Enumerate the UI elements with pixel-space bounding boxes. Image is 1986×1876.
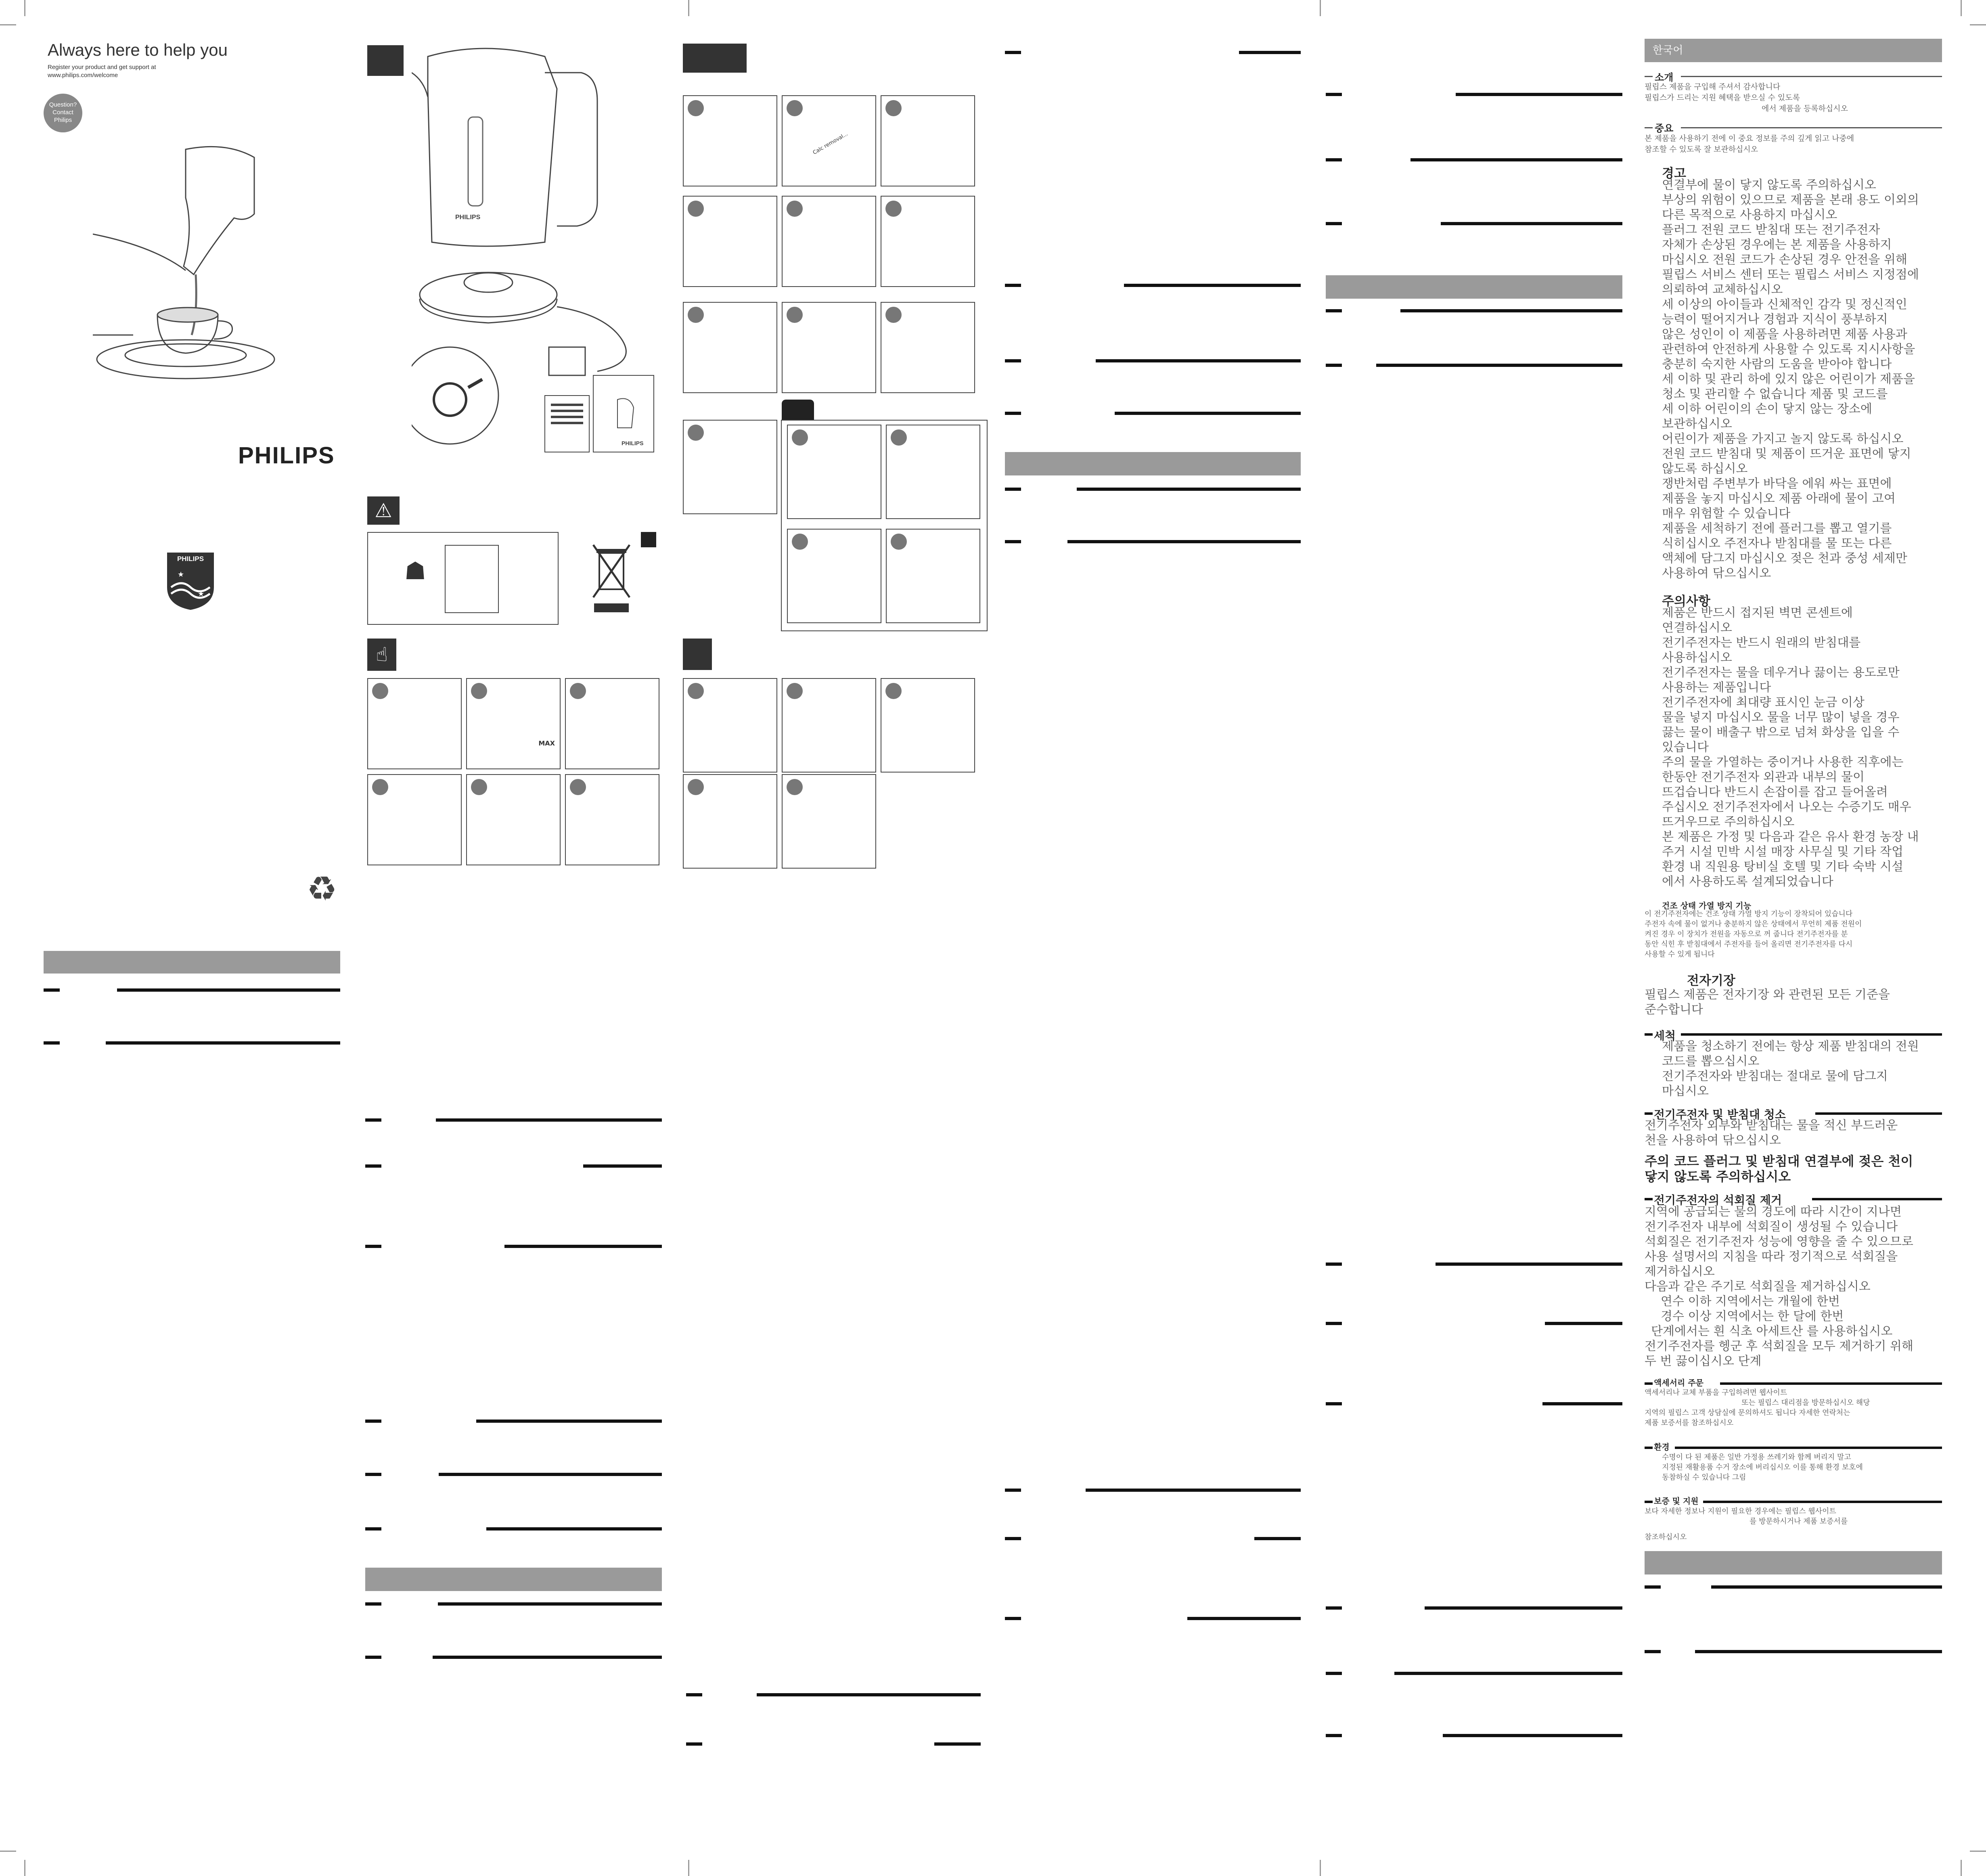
step-badge (471, 779, 487, 795)
caution-line: 주십시오 전기주전자에서 나오는 수증기도 매우 (1662, 800, 1911, 814)
cleaning-kettle-note-line: 닿지 않도록 주의하십시오 (1645, 1169, 1791, 1184)
descale-step-6 (881, 196, 975, 287)
crop-mark (1970, 1851, 1986, 1852)
descaling-line: 사용 설명서의 지침을 따라 정기적으로 석회질을 (1645, 1250, 1898, 1264)
boil-dry-line: 켜진 경우 이 장치가 전원을 자동으로 꺼 줍니다 전기주전자를 분 (1645, 930, 1848, 938)
descaling-line: 제거하십시오 (1645, 1265, 1715, 1279)
accessories-heading: 액세서리 주문 (1654, 1376, 1706, 1388)
section-rule (1400, 309, 1622, 312)
weee-bin-icon (589, 537, 634, 618)
tap-icon (683, 639, 712, 670)
cleaning-heading: 세척 (1654, 1027, 1678, 1043)
step-badge (688, 425, 704, 441)
step-badge (891, 429, 907, 446)
step-badge (792, 429, 808, 446)
section-rule (365, 1118, 381, 1122)
descale-icon (683, 44, 747, 73)
badge-line: Philips (54, 117, 72, 124)
clean-step-1 (683, 678, 777, 773)
section-rule (1096, 359, 1301, 362)
accessories-text (1645, 1388, 1943, 1428)
warning-line: 세 이하 및 관리 하에 있지 않은 어린이가 제품을 (1662, 372, 1915, 386)
section-rule (365, 1420, 381, 1423)
heading-rule (1681, 76, 1942, 77)
accessories-line: 지역의 필립스 고객 상담실에 문의하셔도 됩니다 자세한 연락처는 (1645, 1409, 1850, 1417)
caution-line: 있습니다 (1662, 740, 1709, 754)
section-rule (476, 1420, 662, 1423)
descaling-line: 경수 이상 지역에서는 한 달에 한번 (1661, 1309, 1844, 1323)
cleaning-kettle-note-line: 주의 코드 플러그 및 받침대 연결부에 젖은 천이 (1645, 1154, 1913, 1169)
warning-line: 필립스 서비스 센터 또는 필립스 서비스 지정점에 (1662, 268, 1919, 282)
fold-mark (688, 1860, 689, 1876)
section-rule (1425, 1606, 1622, 1610)
heading-rule (1675, 1447, 1942, 1449)
heading-rule (1645, 1382, 1653, 1385)
caution-line: 물을 넣지 마십시오 물을 너무 많이 넣을 경우 (1662, 710, 1900, 724)
section-rule (44, 1041, 60, 1045)
warning-line: 의뢰하여 교체하십시오 (1662, 283, 1783, 297)
section-heading: 중요 (1655, 120, 1676, 134)
section-rule (44, 988, 60, 992)
section-rule (439, 1473, 662, 1476)
emf-line: 준수합니다 (1645, 1003, 1703, 1017)
svg-text:★: ★ (178, 570, 184, 579)
cleaning-kettle-text (1645, 1118, 1943, 1148)
caution-line: 사용하십시오 (1662, 651, 1732, 665)
cleaning-kettle-line: 천을 사용하여 닦으십시오 (1645, 1133, 1781, 1147)
section-rule (365, 1245, 381, 1248)
heading-rule (1645, 76, 1653, 77)
section-rule (1410, 158, 1622, 161)
language-header-bar (1326, 275, 1622, 299)
cleaning-text (1662, 1039, 1940, 1099)
section-rule (1326, 158, 1342, 161)
crop-mark (0, 24, 16, 25)
cleaning-kettle-line: 전기주전자 외부와 받침대는 물을 적신 부드러운 (1645, 1118, 1898, 1133)
descaling-heading: 전기주전자의 석회질 제거 (1654, 1191, 1784, 1208)
philips-wordmark: PHILIPS (238, 442, 335, 469)
section-rule (1005, 1489, 1021, 1492)
section-rule (1005, 284, 1021, 287)
accessories-line: 제품 보증서를 참조하십시오 (1645, 1419, 1734, 1427)
section-rule (486, 1527, 662, 1531)
section-rule (934, 1742, 981, 1746)
region-tag (641, 532, 656, 547)
warning-icon: ⚠ (367, 496, 400, 525)
cover-register-url: www.philips.com/welcome (48, 72, 118, 79)
emf-text (1645, 987, 1943, 1017)
manual-thumbnail (445, 545, 499, 613)
heading-rule (1645, 1198, 1653, 1200)
warning-line: 부상의 위험이 있으므로 제품을 본래 용도 이외의 (1662, 193, 1919, 207)
recycle-icon: ♻ (307, 869, 337, 909)
cleaning-line: 제품을 청소하기 전에는 항상 제품 받침대의 전원 (1662, 1039, 1919, 1053)
step-badge (787, 683, 803, 699)
reading-person-icon: ☗ (404, 557, 426, 585)
section-rule (1005, 1537, 1021, 1540)
section-rule (1005, 51, 1021, 54)
caution-line: 뜨겁습니다 반드시 손잡이를 잡고 들어올려 (1662, 785, 1888, 799)
hand-icon: ☝ (367, 639, 396, 671)
warning-line: 플러그 전원 코드 받침대 또는 전기주전자 (1662, 223, 1880, 237)
descale-card-text: Calc removal... (812, 131, 849, 156)
warning-line: 다른 목적으로 사용하지 마십시오 (1662, 208, 1837, 222)
section-rule (1711, 1585, 1942, 1589)
accessories-line: 또는 필립스 대리점을 방문하십시오 해당 (1741, 1399, 1870, 1407)
crop-mark (1961, 0, 1962, 16)
heading-rule (1681, 127, 1942, 128)
descaling-text (1645, 1204, 1943, 1369)
warning-heading: 경고 (1662, 166, 1686, 181)
read-manual-panel (367, 532, 559, 625)
badge-line: Question? (49, 101, 77, 108)
section-rule (365, 1164, 381, 1168)
warning-line: 식히십시오 주전자나 받침대를 물 또는 다른 (1662, 536, 1892, 551)
boil-dry-text (1645, 909, 1943, 959)
caution-line: 전기주전자는 물을 데우거나 끓이는 용도로만 (1662, 666, 1900, 680)
warning-line: 않도록 하십시오 (1662, 462, 1748, 476)
emf-heading: 전자기장 (1687, 974, 1735, 988)
warning-line: 액체에 담그지 마십시오 젖은 천과 중성 세제만 (1662, 551, 1907, 565)
section-rule (438, 1602, 662, 1606)
guarantee-line: 를 방문하시거나 제품 보증서를 (1750, 1517, 1848, 1526)
cleaning-kettle-note (1645, 1154, 1943, 1184)
section-rule (1443, 1734, 1622, 1737)
step-badge (787, 307, 803, 323)
warning-line: 않은 성인이 이 제품을 사용하려면 제품 사용과 (1662, 327, 1907, 341)
section-rule (1645, 1650, 1661, 1653)
caution-line: 끓는 물이 배출구 밖으로 넘쳐 화상을 입을 수 (1662, 725, 1900, 739)
warning-line: 충분히 숙지한 사람의 도움을 받아야 합니다 (1662, 357, 1892, 371)
crop-mark (0, 1851, 16, 1852)
section-rule (1545, 1322, 1622, 1325)
step-pour (565, 774, 659, 865)
step-plug-in (367, 678, 462, 769)
step-badge (792, 534, 808, 550)
shield-wordmark: PHILIPS (177, 555, 204, 563)
step-badge (570, 779, 586, 795)
section-rule (1436, 1263, 1622, 1266)
descaling-line: 단계에서는 흰 식초 아세트산 를 사용하십시오 (1651, 1324, 1893, 1338)
section-rule (1067, 540, 1301, 543)
important-line: 참조할 수 있도록 잘 보관하십시오 (1645, 145, 1758, 154)
caution-line: 사용하는 제품입니다 (1662, 680, 1771, 695)
section-rule (1326, 1402, 1342, 1405)
section-rule (1254, 1537, 1301, 1540)
descale-step-2 (782, 95, 876, 186)
user-manual-illustration (541, 371, 662, 460)
warning-text (1662, 178, 1940, 581)
descale-block-badge (782, 400, 814, 421)
section-rule (1005, 540, 1021, 543)
fold-mark (688, 0, 689, 16)
warning-line: 사용하여 닦으십시오 (1662, 566, 1771, 580)
section-rule (1239, 51, 1301, 54)
section-rule (1326, 309, 1342, 312)
svg-text:★: ★ (198, 590, 205, 598)
section-rule (1645, 1585, 1661, 1589)
box-icon (367, 45, 404, 76)
section-rule (686, 1742, 702, 1746)
heading-rule (1720, 1382, 1942, 1385)
crop-mark (24, 1860, 25, 1876)
warning-line: 세 이상의 아이들과 신체적인 감각 및 정신적인 (1662, 297, 1907, 312)
section-rule (1326, 1734, 1342, 1737)
warning-line: 쟁반처럼 주변부가 바닥을 에워 싸는 표면에 (1662, 477, 1892, 491)
section-rule (1326, 222, 1342, 225)
descaling-line: 지역에 공급되는 물의 경도에 따라 시간이 지나면 (1645, 1205, 1902, 1219)
step-badge (885, 201, 902, 217)
heading-rule (1812, 1198, 1942, 1200)
section-rule (1005, 412, 1021, 415)
language-header-bar (1645, 1551, 1942, 1574)
descaling-line: 두 번 끓이십시오 단계 (1645, 1354, 1762, 1368)
step-badge (787, 100, 803, 116)
caution-line: 환경 내 직원용 탕비실 호텔 및 기타 숙박 시설 (1662, 860, 1903, 874)
section-rule (1326, 1672, 1342, 1675)
section-rule (1326, 1606, 1342, 1610)
descale-step-13 (787, 529, 881, 623)
step-badge (885, 307, 902, 323)
heading-rule (1681, 1033, 1942, 1036)
max-label: MAX (538, 739, 555, 747)
step-badge (570, 683, 586, 699)
cleaning-line: 마십시오 (1662, 1084, 1709, 1098)
warning-line: 청소 및 관리할 수 없습니다 제품 및 코드를 (1662, 387, 1888, 401)
descale-step-11 (787, 425, 881, 519)
step-badge (885, 683, 902, 699)
warning-line: 자체가 손상된 경우에는 본 제품을 사용하지 (1662, 238, 1892, 252)
section-rule (365, 1656, 381, 1659)
section-rule (1187, 1617, 1301, 1620)
section-rule (757, 1693, 981, 1696)
heading-rule (1645, 1112, 1653, 1115)
cleaning-line: 코드를 뽑으십시오 (1662, 1054, 1760, 1068)
step-badge (372, 779, 388, 795)
warning-line: 연결부에 물이 닿지 않도록 주의하십시오 (1662, 178, 1876, 192)
fold-mark (1320, 1860, 1321, 1876)
warning-line: 능력이 떨어지거나 경험과 지식이 풍부하지 (1662, 312, 1888, 327)
descale-step-9 (881, 302, 975, 393)
step-badge (787, 201, 803, 217)
clean-step-4 (683, 774, 777, 869)
section-rule (1005, 1617, 1021, 1620)
boil-dry-line: 동안 식힌 후 받침대에서 주전자를 들어 올리면 전기주전자를 다시 (1645, 940, 1853, 948)
language-header-bar (1005, 452, 1301, 475)
warning-line: 어린이가 제품을 가지고 놀지 않도록 하십시오 (1662, 432, 1904, 446)
language-header-bar (44, 951, 340, 974)
section-rule (1376, 364, 1622, 367)
section-rule (1456, 93, 1622, 96)
step-badge (471, 683, 487, 699)
step-badge (885, 100, 902, 116)
step-badge (891, 534, 907, 550)
heading-rule (1703, 1501, 1942, 1503)
step-switch-on (367, 774, 462, 865)
caution-line: 한동안 전기주전자 외관과 내부의 물이 (1662, 770, 1865, 784)
step-badge (372, 683, 388, 699)
warning-line: 보관하십시오 (1662, 417, 1732, 431)
section-rule (1086, 1489, 1301, 1492)
caution-line: 전기주전자는 반드시 원래의 받침대를 (1662, 636, 1861, 650)
descaling-line: 다음과 같은 주기로 석회질을 제거하십시오 (1645, 1279, 1871, 1294)
kettle-brand-label: PHILIPS (455, 214, 481, 221)
contact-badge (44, 94, 82, 132)
descaling-line: 전기주전자를 헹군 후 석회질을 모두 제거하기 위해 (1645, 1339, 1913, 1353)
section-rule (686, 1693, 702, 1696)
warning-line: 세 이하 어린이의 손이 닿지 않는 장소에 (1662, 402, 1872, 416)
section-rule (1326, 93, 1342, 96)
warning-line: 전원 코드 받침대 및 제품이 뜨거운 표면에 닿지 (1662, 447, 1911, 461)
guarantee-line: 참조하십시오 (1645, 1533, 1687, 1541)
section-rule (504, 1245, 662, 1248)
descale-step-14 (886, 529, 980, 623)
guarantee-text (1645, 1506, 1943, 1542)
intro-line: 에서 제품을 등록하십시오 (1762, 104, 1848, 113)
descaling-line: 연수 이하 지역에서는 개월에 한번 (1661, 1294, 1840, 1309)
warning-line: 관련하여 안전하게 사용할 수 있도록 지시사항을 (1662, 342, 1915, 356)
section-rule (1441, 222, 1622, 225)
caution-line: 제품은 반드시 접지된 벽면 콘센트에 (1662, 606, 1853, 620)
guarantee-heading: 보증 및 지원 (1654, 1495, 1701, 1506)
descale-step-1 (683, 95, 777, 186)
warning-line: 마십시오 전원 코드가 손상된 경우 안전을 위해 (1662, 253, 1907, 267)
fold-mark (1320, 0, 1321, 16)
heading-rule (1645, 1033, 1653, 1036)
clean-step-5 (782, 774, 876, 869)
section-rule (433, 1656, 662, 1659)
environment-heading: 환경 (1654, 1440, 1672, 1452)
crop-mark (1970, 24, 1986, 25)
section-rule (1695, 1650, 1942, 1653)
philips-shield-logo (165, 551, 216, 611)
step-place-on-base (565, 678, 659, 769)
environment-line: 수명이 다 된 제품은 일반 가정용 쓰레기와 함께 버리지 말고 (1662, 1453, 1851, 1461)
section-rule (1124, 284, 1301, 287)
section-rule (1326, 1263, 1342, 1266)
warning-line: 매우 위험할 수 있습니다 (1662, 507, 1791, 521)
section-rule (436, 1118, 662, 1122)
language-tab-korean: 한국어 (1645, 39, 1942, 62)
boil-dry-line: 사용할 수 있게 됩니다 (1645, 950, 1715, 959)
descaling-line: 전기주전자 내부에 석회질이 생성될 수 있습니다 (1645, 1220, 1898, 1234)
intro-text (1645, 82, 1935, 114)
environment-line: 지정된 재활용품 수거 장소에 버리십시오 이를 통해 환경 보호에 (1662, 1463, 1863, 1472)
cover-tagline: Always here to help you (48, 40, 228, 59)
section-rule (365, 1602, 381, 1606)
cleaning-kettle-heading: 전기주전자 및 받침대 청소 (1654, 1106, 1788, 1122)
clean-step-3 (881, 678, 975, 773)
intro-line: 필립스가 드리는 지원 혜택을 받으실 수 있도록 (1645, 93, 1800, 102)
step-fill-water (466, 678, 561, 769)
section-rule (1005, 488, 1021, 491)
section-rule (1005, 359, 1021, 362)
boil-dry-line: 주전자 속에 물이 없거나 충분하지 않은 상태에서 무언히 제품 전원이 (1645, 920, 1862, 928)
boil-dry-line: 이 전기주전자에는 건조 상태 가열 방지 기능이 장착되어 있습니다 (1645, 910, 1853, 918)
caution-text (1662, 605, 1940, 889)
emf-line: 필립스 제품은 전자기장 와 관련된 모든 기준을 (1645, 988, 1890, 1002)
environment-line: 동참하실 수 있습니다 그림 (1662, 1473, 1746, 1482)
section-rule (1115, 412, 1301, 415)
caution-line: 뜨거우므로 주의하십시오 (1662, 815, 1795, 829)
caution-line: 연결하십시오 (1662, 621, 1732, 635)
descale-step-7 (683, 302, 777, 393)
crop-mark (1961, 1860, 1962, 1876)
section-heading: 소개 (1655, 69, 1676, 84)
descale-step-4 (683, 196, 777, 287)
descale-step-3 (881, 95, 975, 186)
caution-line: 본 제품은 가정 및 다음과 같은 유사 환경 농장 내 (1662, 830, 1919, 844)
caution-line: 전기주전자에 최대량 표시인 눈금 이상 (1662, 695, 1865, 710)
descale-step-5 (782, 196, 876, 287)
caution-heading: 주의사항 (1662, 594, 1710, 609)
section-rule (1077, 488, 1301, 491)
kettle-pouring-illustration (93, 141, 303, 392)
section-rule (106, 1041, 340, 1045)
step-badge (688, 683, 704, 699)
important-line: 본 제품을 사용하기 전에 이 중요 정보를 주의 깊게 읽고 나중에 (1645, 134, 1854, 143)
step-boil (466, 774, 561, 865)
cover-register-line: Register your product and get support at (48, 64, 156, 71)
step-badge (787, 779, 803, 795)
section-rule (1326, 364, 1342, 367)
boil-dry-heading: 건조 상태 가열 방지 기능 (1662, 901, 1752, 911)
step-badge (688, 100, 704, 116)
descale-step-10 (683, 420, 777, 514)
section-rule (1394, 1672, 1622, 1675)
cleaning-line: 전기주전자와 받침대는 절대로 물에 담그지 (1662, 1069, 1888, 1083)
heading-rule (1815, 1112, 1942, 1115)
caution-line: 주거 시설 민박 시설 매장 사무실 및 기타 작업 (1662, 845, 1903, 859)
section-rule (365, 1473, 381, 1476)
descaling-line: 석회질은 전기주전자 성능에 영향을 줄 수 있으므로 (1645, 1235, 1913, 1249)
section-rule (117, 988, 340, 992)
clean-step-2 (782, 678, 876, 773)
warning-line: 제품을 세척하기 전에 플러그를 뽑고 열기를 (1662, 521, 1892, 536)
heading-rule (1645, 1447, 1653, 1449)
step-badge (688, 779, 704, 795)
intro-line: 필립스 제품을 구입해 주셔서 감사합니다 (1645, 82, 1781, 91)
badge-line: Contact (52, 109, 73, 116)
descale-step-8 (782, 302, 876, 393)
accessories-line: 액세서리나 교체 부품을 구입하려면 웹사이트 (1645, 1388, 1787, 1397)
important-text (1645, 133, 1935, 155)
step-badge (688, 307, 704, 323)
heading-rule (1645, 1501, 1653, 1503)
section-rule (583, 1164, 662, 1168)
section-rule (365, 1527, 381, 1531)
environment-text (1662, 1452, 1944, 1482)
manual-brand-label: PHILIPS (622, 440, 644, 446)
language-header-bar (365, 1568, 662, 1591)
caution-line: 주의 물을 가열하는 중이거나 사용한 직후에는 (1662, 755, 1904, 769)
heading-rule (1645, 127, 1653, 128)
warning-line: 제품을 놓지 마십시오 제품 아래에 물이 고여 (1662, 492, 1896, 506)
guarantee-line: 보다 자세한 정보나 지원이 필요한 경우에는 필립스 웹사이트 (1645, 1507, 1836, 1516)
section-rule (1326, 1322, 1342, 1325)
caution-line: 에서 사용하도록 설계되었습니다 (1662, 875, 1833, 889)
descale-step-12 (886, 425, 980, 519)
crop-mark (24, 0, 25, 16)
step-badge (688, 201, 704, 217)
section-rule (1542, 1402, 1622, 1405)
